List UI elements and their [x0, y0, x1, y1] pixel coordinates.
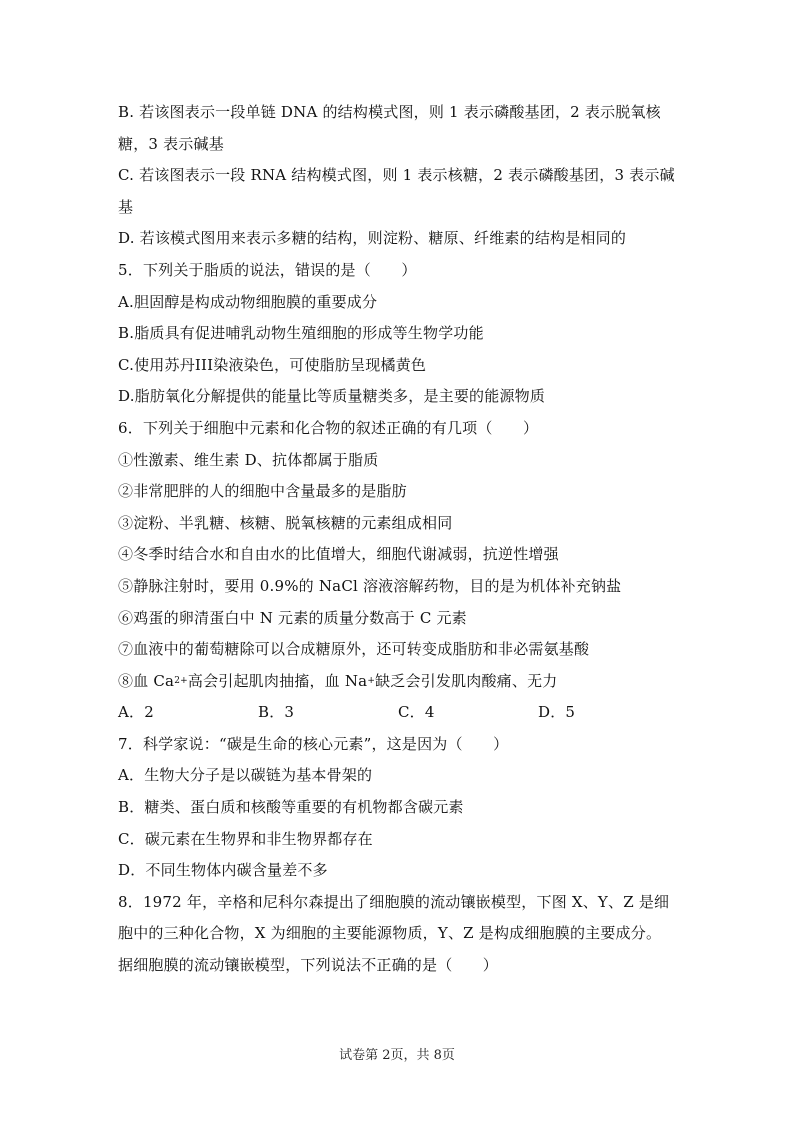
q7-option-b: B．糖类、蛋白质和核酸等重要的有机物都含碳元素: [118, 798, 464, 817]
q4-option-d: D. 若该模式图用来表示多糖的结构，则淀粉、糖原、纤维素的结构是相同的: [118, 229, 627, 248]
q8-stem-line1: 8．1972 年，辛格和尼科尔森提出了细胞膜的流动镶嵌模型，下图 X、Y、Z 是细: [118, 892, 670, 911]
q6-s8-part3: 缺乏会引发肌肉酸痛、无力: [375, 671, 558, 690]
q5-stem: 5．下列关于脂质的说法，错误的是（ ）: [118, 260, 417, 279]
q6-option-d: D．5: [538, 703, 576, 722]
q6-option-a: A．2: [118, 703, 154, 722]
q6-statement-4: ④冬季时结合水和自由水的比值增大，细胞代谢减弱，抗逆性增强: [118, 545, 559, 564]
q5-option-b: B.脂质具有促进哺乳动物生殖细胞的形成等生物学功能: [118, 324, 484, 343]
q6-statement-2: ②非常肥胖的人的细胞中含量最多的是脂肪: [118, 482, 407, 501]
q6-option-c: C．4: [398, 703, 435, 722]
q6-statement-6: ⑥鸡蛋的卵清蛋白中 N 元素的质量分数高于 C 元素: [118, 608, 467, 627]
q6-statement-1: ①性激素、维生素 D、抗体都属于脂质: [118, 450, 379, 469]
q6-statement-8: [118, 666, 678, 698]
q6-s8-part2: 高会引起肌肉抽搐，血 Na: [187, 671, 368, 690]
q8-stem-line3: 据细胞膜的流动镶嵌模型，下列说法不正确的是（ ）: [118, 956, 499, 975]
q7-option-c: C．碳元素在生物界和非生物界都存在: [118, 829, 373, 848]
q4-option-b-line2: 糖，3 表示碱基: [118, 134, 224, 153]
q7-option-d: D．不同生物体内碳含量差不多: [118, 861, 328, 880]
q6-options: [118, 697, 678, 729]
sodium-charge-superscript: +: [367, 675, 376, 686]
q6-stem: 6．下列关于细胞中元素和化合物的叙述正确的有几项（ ）: [118, 418, 539, 437]
q6-statement-7: ⑦血液中的葡萄糖除可以合成糖原外，还可转变成脂肪和非必需氨基酸: [118, 640, 590, 659]
q4-option-c-line2: 基: [118, 197, 134, 216]
q5-option-c: C.使用苏丹III染液染色，可使脂肪呈现橘黄色: [118, 355, 427, 374]
page-footer: 试卷第 2页，共 8页: [339, 1048, 455, 1063]
q4-option-c-line1: C. 若该图表示一段 RNA 结构模式图，则 1 表示核糖，2 表示磷酸基团，3 表示碱: [118, 166, 675, 185]
q6-statement-5: ⑤静脉注射时，要用 0.9%的 NaCl 溶液溶解药物，目的是为机体补充钠盐: [118, 576, 622, 595]
q6-s8-part1: ⑧血 Ca: [118, 671, 175, 690]
page-content: [118, 97, 678, 982]
calcium-charge-superscript: 2+: [174, 675, 188, 686]
q5-option-a: A.胆固醇是构成动物细胞膜的重要成分: [118, 292, 378, 311]
q5-option-d: D.脂肪氧化分解提供的能量比等质量糖类多，是主要的能源物质: [118, 387, 546, 406]
q8-stem-line2: 胞中的三种化合物，X 为细胞的主要能源物质，Y、Z 是构成细胞膜的主要成分。: [118, 924, 662, 943]
q7-option-a: A．生物大分子是以碳链为基本骨架的: [118, 766, 373, 785]
q6-option-b: B．3: [258, 703, 295, 722]
q6-statement-3: ③淀粉、半乳糖、核糖、脱氧核糖的元素组成相同: [118, 513, 453, 532]
q7-stem: 7．科学家说：“碳是生命的核心元素”，这是因为（ ）: [118, 734, 509, 753]
q4-option-b-line1: B. 若该图表示一段单链 DNA 的结构模式图，则 1 表示磷酸基团，2 表示脱氧核: [118, 103, 661, 121]
